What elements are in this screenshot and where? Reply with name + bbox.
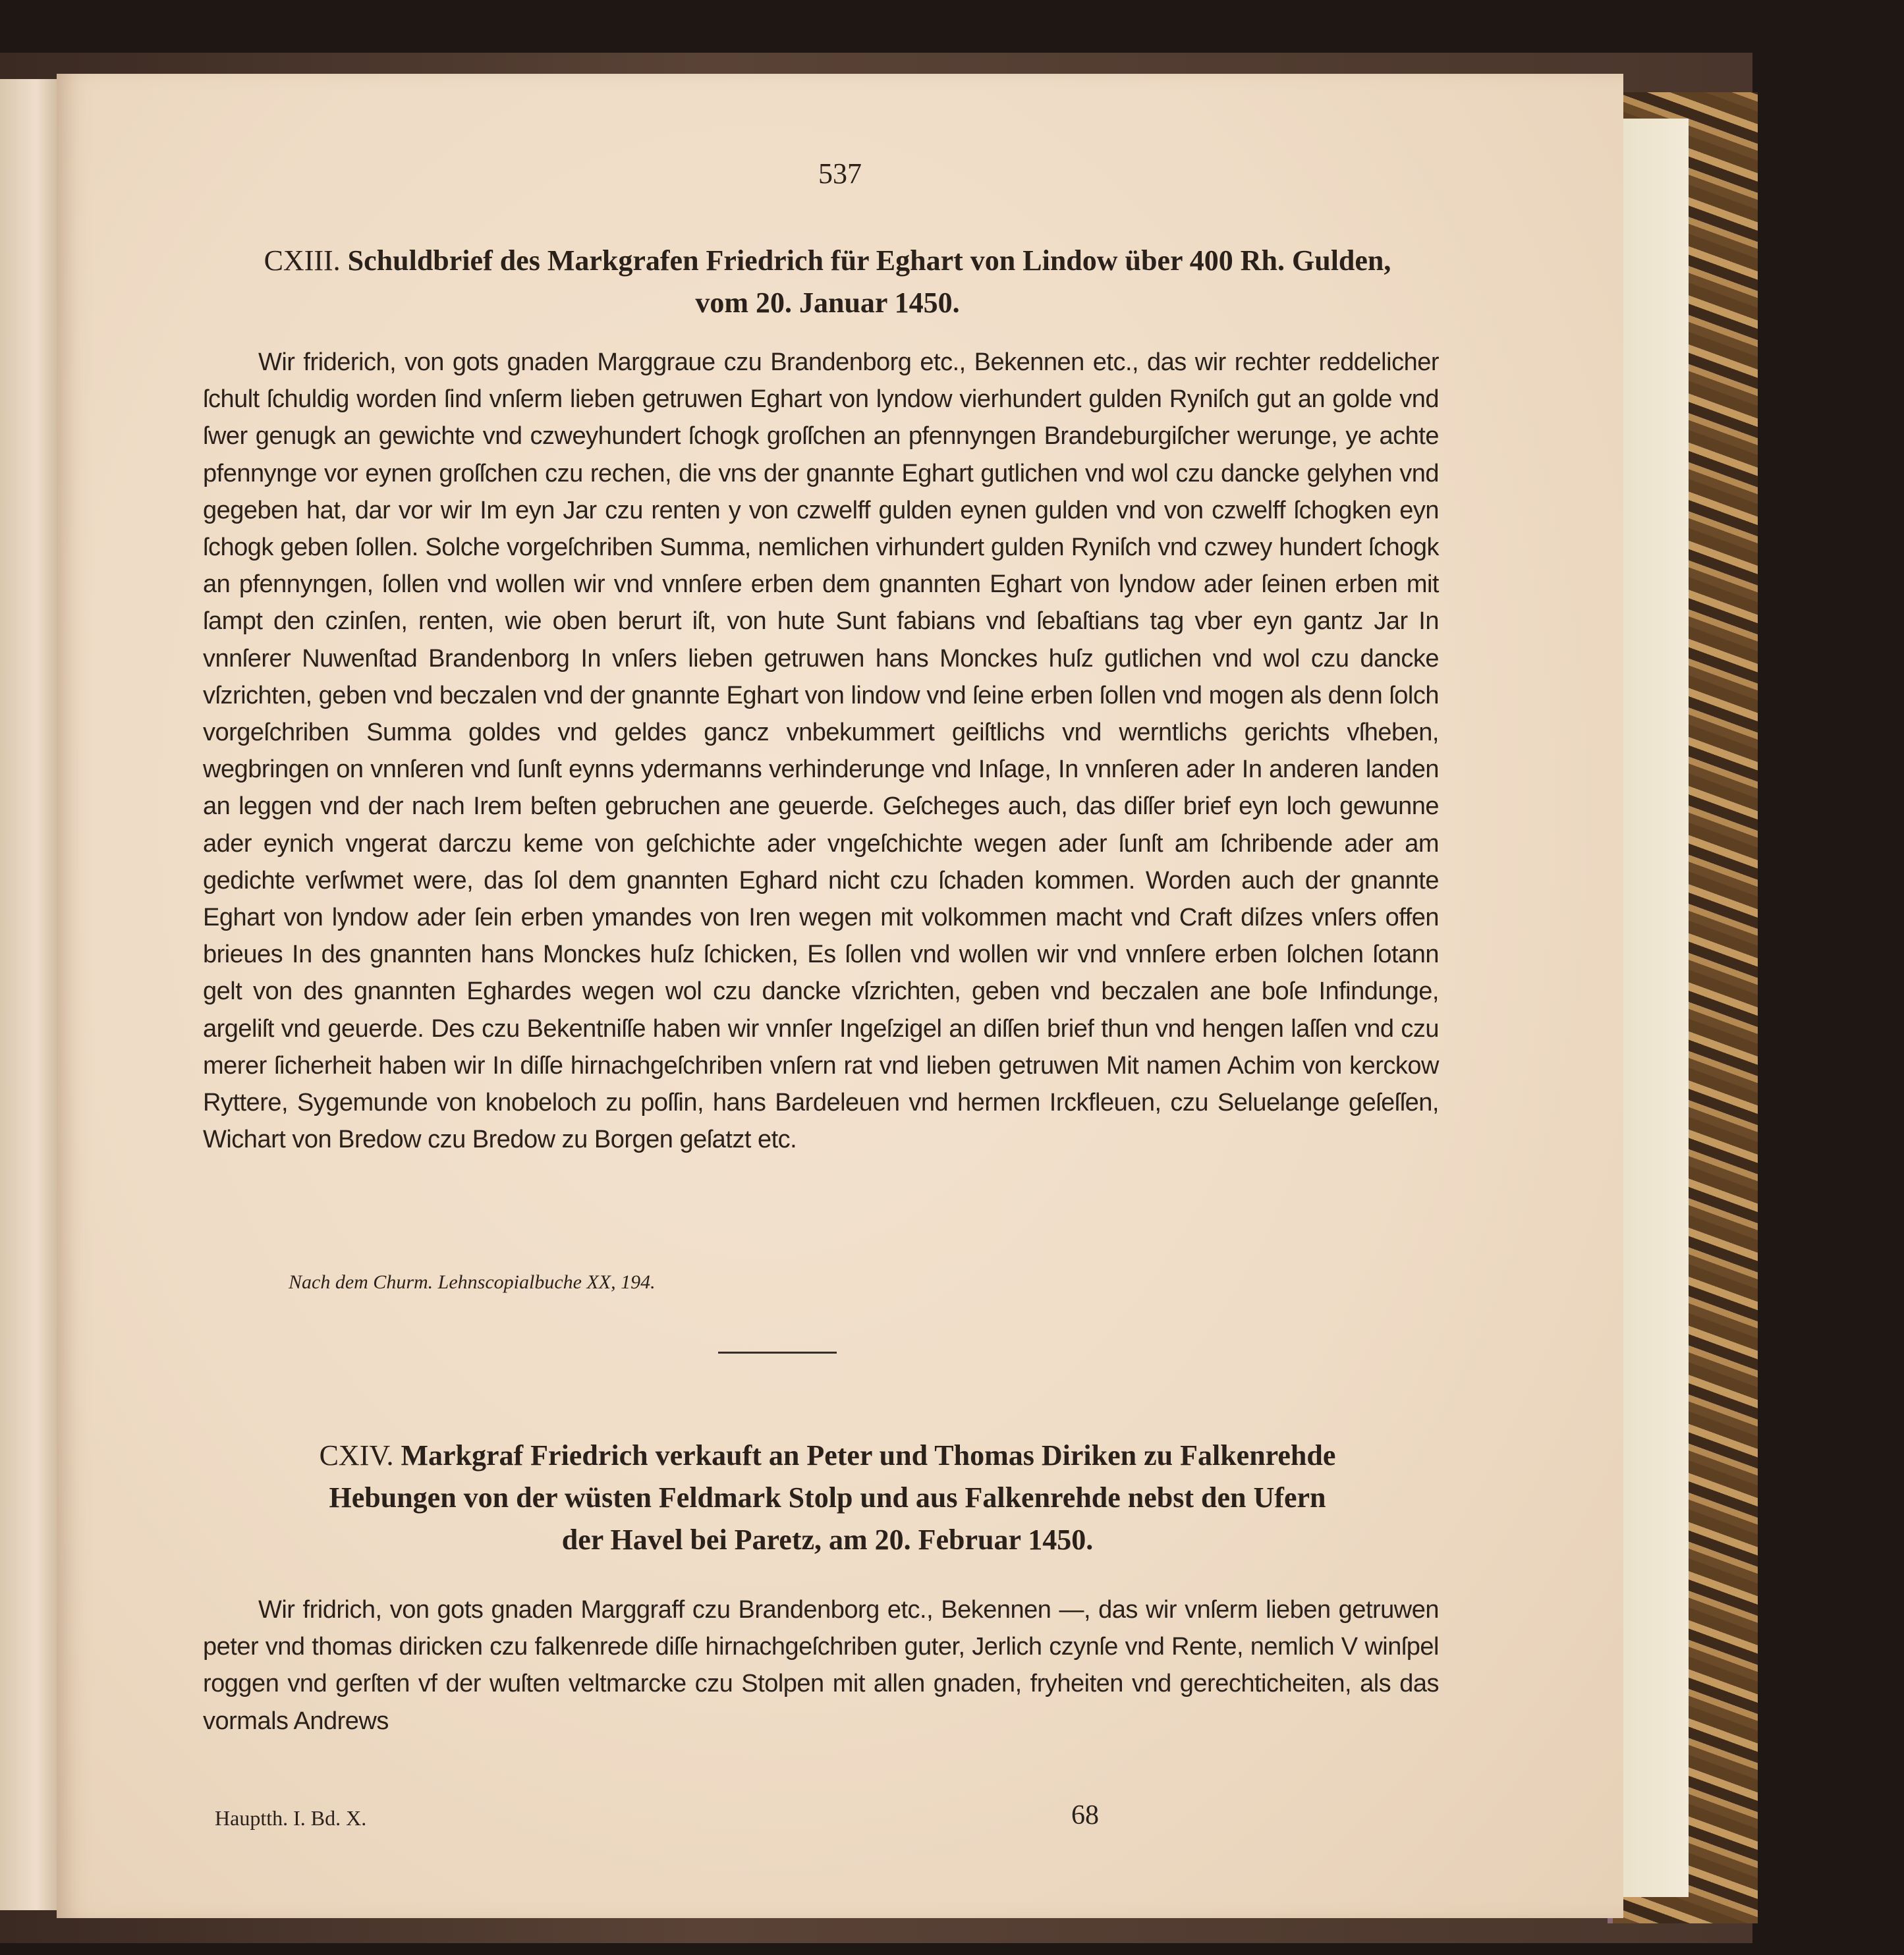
section-divider: [718, 1352, 837, 1354]
document-1-body: Wir friderich, von gots gnaden Marggraue czu Brandenborg etc., Bekennen etc., das wir rechter reddelicher ſchult ſchuldig worden ſind vnſerm lieben getruwen Eghart von lyndow vierhundert gulden Ryniſch gut an golde vnd ſwer genugk an gewichte vnd czweyhundert ſchogk groſſchen an pfennyngen Brandeburgiſcher werunge, ye achte pfennynge vor eynen groſſchen czu rechen, die vns der gnannte Eghart gutlichen vnd wol czu dancke gelyhen vnd gegeben hat, dar vor wir Im eyn Jar czu renten y von czwelff gulden eynen gulden vnd von czwelff ſchogken eyn ſchogk geben ſollen. Solche vorgeſchriben Summa, nemlichen virhundert gulden Ryniſch vnd czwey hundert ſchogk an pfennyngen, ſollen vnd wollen wir vnd vnnſere erben dem gnannten Eghart von lyndow ader ſeinen erben mit ſampt den czinſen, renten, wie oben berurt iſt, von hute Sunt fabians vnd ſebaſtians tag vber eyn gantz Jar In vnnſerer Nuwenſtad Brandenborg In vnſers lieben getruwen hans Monckes huſz gutlichen vnd wol czu dancke vſzrichten, geben vnd beczalen vnd der gnannte Eghart von lindow vnd ſeine erben ſollen vnd mogen als denn ſolch vorgeſchriben Summa goldes vnd geldes gancz vnbekummert geiſtlichs vnd werntlichs gerichts vſheben, wegbringen on vnnſeren vnd ſunſt eynns ydermanns verhinderunge vnd Inſage, In vnnſeren ader In anderen landen an leggen vnd der nach Irem beſten gebruchen ane geuerde. Geſcheges auch, das diſſer brief eyn loch gewunne ader eynich vngerat darczu keme von geſchichte ader vngeſchichte wegen ader ſunſt am ſchribende ader am gedichte verſwmet were, das ſol dem gnannten Eghard nicht czu ſchaden kommen. Worden auch der gnannte Eghart von lyndow ader ſein erben ymandes von Iren wegen mit volkommen macht vnd Craft diſzes vnſers offen brieues In des gnannten hans Monckes huſz ſchicken, Es ſollen vnd wollen wir vnd vnnſere erben ſolchen ſotann gelt von des gnannten Eghardes wegen wol czu dancke vſzrichten, geben vnd beczalen ane boſe Infindunge, argeliſt vnd geuerde. Des czu Bekentniſſe haben wir vnnſer Ingeſzigel an diſſen brief thun vnd hengen laſſen vnd czu merer ſicherheit haben wir In diſſe hirnachgeſchriben vnſern rat vnd lieben getruwen Mit namen Achim von kerckow Ryttere, Sygemunde von knobeloch zu poſſin, hans Bardeleuen vnd hermen Irckfleuen, czu Seluelange geſeſſen, Wichart von Bredow czu Bredow zu Borgen geſatzt etc.: [203, 348, 1439, 1154]
facing-page-edge: [0, 79, 61, 1910]
document-2-title-line-2: Hebungen von der wüsten Feldmark Stolp und aus Falkenrehde nebst den Ufern: [329, 1481, 1326, 1514]
document-2-title-line-1: [202, 1435, 1453, 1477]
document-2-title: Markgraf Friedrich verkauft an Peter und Thomas Diriken zu Falkenrehde: [401, 1439, 1336, 1472]
page-number: 537: [818, 157, 862, 190]
document-2-heading: [202, 1435, 1453, 1561]
document-1-heading: [202, 240, 1453, 324]
sheet-number: 68: [1071, 1800, 1099, 1831]
signature-mark: Hauptth. I. Bd. X.: [215, 1806, 367, 1830]
document-1-title-line-2: vom 20. Januar 1450.: [695, 287, 960, 319]
document-2-body: Wir fridrich, von gots gnaden Marggraff czu Brandenborg etc., Bekennen —, das wir vnſerm lieben getruwen peter vnd thomas diricken czu falkenrede diſſe hirnachgeſchriben guter, Jerlich czynſe vnd Rente, nemlich V winſpel roggen vnd gerſten vf der wuſten veltmarcke czu Stolpen mit allen gnaden, fryheiten vnd gerechticheiten, als das vormals Andrews: [203, 1596, 1439, 1735]
book-page: [57, 74, 1623, 1918]
document-1-source: Nach dem Churm. Lehnscopialbuche XX, 194.: [289, 1271, 656, 1293]
document-2-title-line-3: der Havel bei Paretz, am 20. Februar 1450.: [561, 1524, 1094, 1556]
document-1-title: Schuldbrief des Markgrafen Friedrich für Eghart von Lindow über 400 Rh. Gulden,: [347, 244, 1391, 277]
document-1-number: CXIII.: [264, 244, 341, 277]
document-1-title-line-1: [202, 240, 1453, 282]
document-2-number: CXIV.: [319, 1439, 394, 1472]
